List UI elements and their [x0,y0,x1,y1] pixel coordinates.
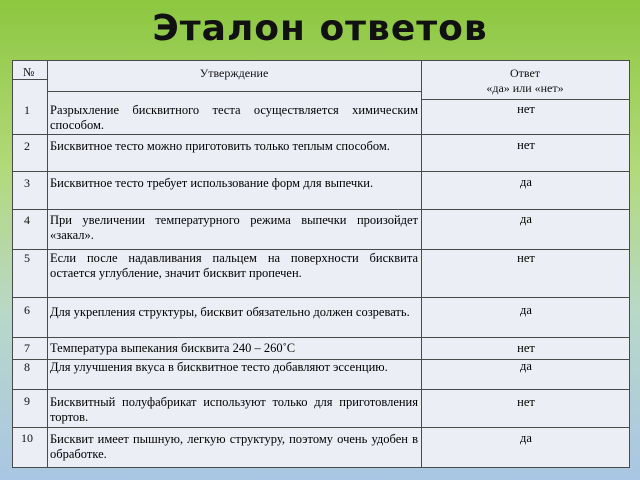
statement-text: Бисквит имеет пышную, легкую структуру, поэтому очень удобен в обработке. [50,432,418,461]
row-divider [13,249,629,250]
column-divider [421,61,422,467]
row-number: 10 [21,431,33,445]
answer-value: нет [517,341,535,355]
row-divider [13,427,629,428]
row-number: 6 [24,303,30,317]
row-number: 5 [24,251,30,265]
statement-text: Температура выпекания бисквита 240 – 260˚С [50,341,296,355]
answer-value: нет [517,251,535,265]
header-answer-hint: «да» или «нет» [486,81,564,95]
statement-text: Бисквитное тесто требует использование форм для выпечки. [50,176,374,190]
answer-value: да [520,359,532,373]
row-divider [13,389,629,390]
row-number: 8 [24,360,30,374]
page-title: Эталон ответов [152,8,488,49]
statement-text: Для улучшения вкуса в бисквитное тесто добавляют эссенцию. [50,360,388,374]
statement-text: Бисквитное тесто можно приготовить только теплым способом. [50,139,390,153]
row-divider [13,79,47,80]
row-number: 7 [24,341,30,355]
statement-text: Бисквитный полуфабрикат используют только для приготовления тортов. [50,395,418,424]
answer-value: да [520,175,532,189]
statement-text: Для укрепления структуры, бисквит обязательно должен созревать. [50,305,410,319]
row-number: 3 [24,176,30,190]
row-number: 9 [24,394,30,408]
header-number: № [23,65,35,79]
row-number: 1 [24,103,30,117]
row-divider [421,99,629,100]
row-divider [13,171,629,172]
answer-value: нет [517,395,535,409]
statement-text: При увеличении температурного режима выпечки произойдет «закал». [50,213,418,242]
row-divider [13,134,629,135]
header-answer: Ответ [509,66,541,80]
answer-value: нет [517,138,535,152]
header-statement: Утверждение [199,66,269,80]
statement-text: Если после надавливания пальцем на поверхности бисквита остается углубление, значит бисквит пропечен. [50,251,418,280]
answer-table [12,60,630,468]
answer-value: нет [517,102,535,116]
column-divider [47,61,48,467]
row-divider [13,297,629,298]
row-divider [47,91,421,92]
row-number: 4 [24,213,30,227]
answer-value: да [520,212,532,226]
row-number: 2 [24,139,30,153]
answer-value: да [520,303,532,317]
row-divider [13,337,629,338]
statement-text: Разрыхление бисквитного теста осуществляется химическим способом. [50,103,418,132]
row-divider [13,209,629,210]
answer-value: да [520,431,532,445]
